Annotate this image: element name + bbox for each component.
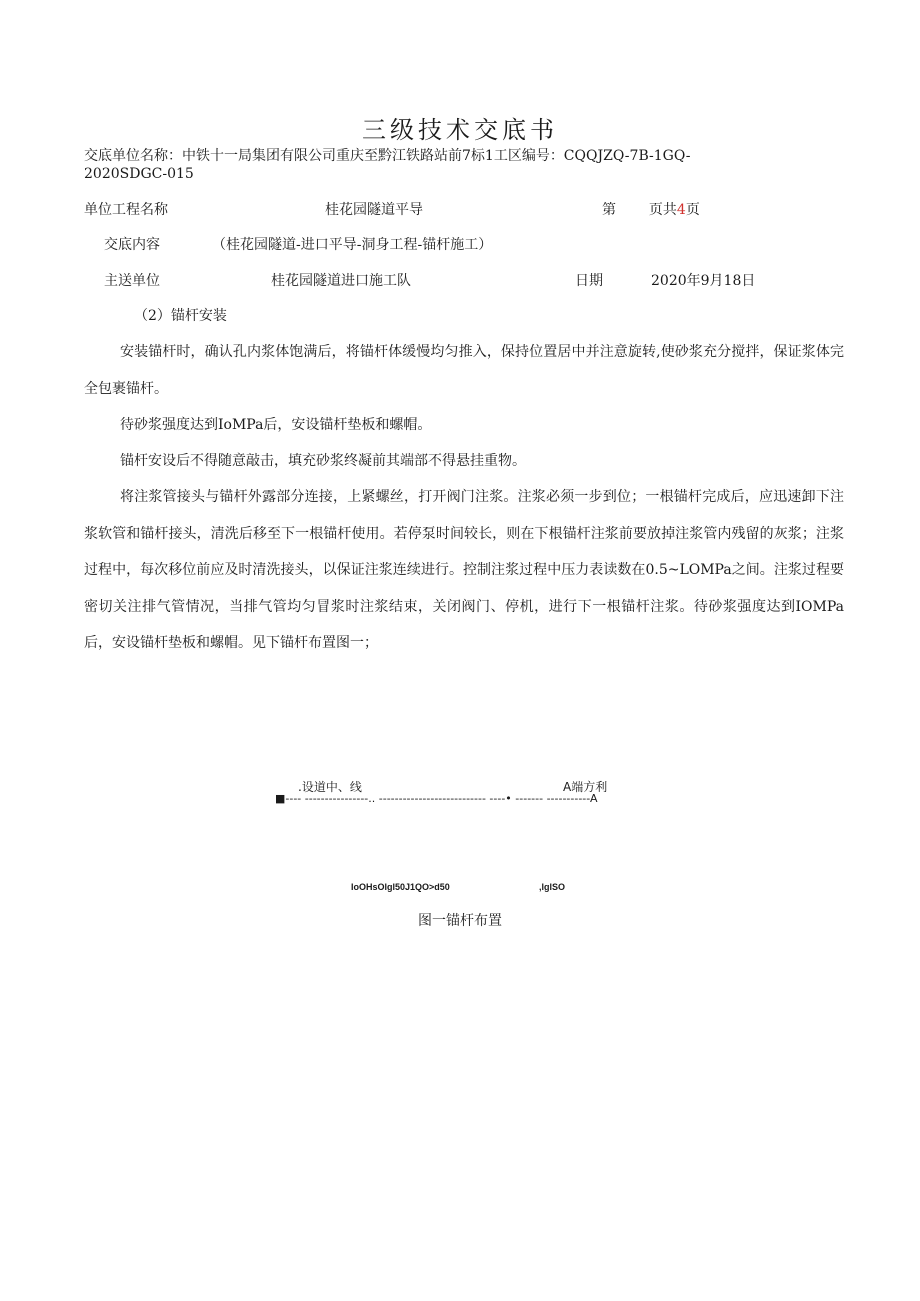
send-unit-value: 桂花园隧道进口施工队 — [271, 273, 411, 289]
header-line-2: 2020SDGC-015 — [84, 166, 194, 182]
page-mid: 页共 — [648, 202, 677, 218]
figure-caption: 图一锚杆布置 — [418, 913, 502, 929]
content-value: （桂花园隧道-进口平导-洞身工程-锚杆施工） — [212, 237, 493, 253]
paragraph-3: 锚杆安设后不得随意敲击，填充砂浆终凝前其端部不得悬挂重物。 — [120, 453, 526, 469]
document-title: 三级技术交底书 — [362, 116, 558, 144]
date-label: 日期 — [575, 273, 603, 289]
diagram-dash-line: ■---- ----------------.. --------------------------- ----• ------- -----------A — [275, 792, 598, 805]
paragraph-1: 安装锚杆时，确认孔内浆体饱满后，将锚杆体缓慢均匀推入，保持位置居中并注意旋转,使砂浆充分搅拌，保证浆体完全包裹锚杆。 — [84, 344, 844, 397]
send-unit-label: 主送单位 — [104, 273, 160, 289]
paragraph-4: 将注浆管接头与锚杆外露部分连接，上紧螺丝，打开阀门注浆。注浆必须一步到位；一根锚杆完成后，应迅速卸下注浆软管和锚杆接头，清洗后移至下一根锚杆使用。若停泵时间较长，则在下根锚杆注浆前要放掉注浆管内残留的灰浆；注浆过程中，每次移位前应及时清洗接头，以保证注浆连续进行。控制注浆过程中压力表读数在0.5~LOMPa之间。注浆过程要密切关注排气管情况，当排气管均匀冒浆时注浆结束，关闭阀门、停机，进行下一根锚杆注浆。待砂浆强度达到IOMPa后，安设锚杆垫板和螺帽。见下锚杆布置图一； — [84, 489, 844, 651]
header-line: 交底单位名称：中铁十一局集团有限公司重庆至黔江铁路站前7标1工区编号：CQQJZQ-7B-1GQ- — [84, 148, 691, 164]
unit-name-label: 单位工程名称 — [84, 202, 168, 218]
unit-name-value: 桂花园隧道平导 — [325, 202, 423, 218]
paragraph-2: 待砂浆强度达到IoMPa后，安设锚杆垫板和螺帽。 — [120, 417, 432, 433]
section-heading: （2）锚杆安装 — [134, 308, 227, 324]
diagram-label-centerline: .设道中、线 — [298, 780, 362, 794]
date-value: 2020年9月18日 — [651, 273, 756, 289]
content-label: 交底内容 — [104, 237, 160, 253]
diagram-dimension-left: IoOHsOlgl50J1QO>d50 — [351, 882, 450, 892]
page-total: 4 — [676, 202, 686, 218]
page-prefix: 第 — [602, 202, 616, 218]
diagram-label-direction: A端方利 — [563, 780, 608, 794]
diagram-dimension-right: ,lglSO — [539, 882, 566, 892]
page-suffix: 页 — [685, 202, 700, 218]
page-counter — [602, 199, 700, 219]
